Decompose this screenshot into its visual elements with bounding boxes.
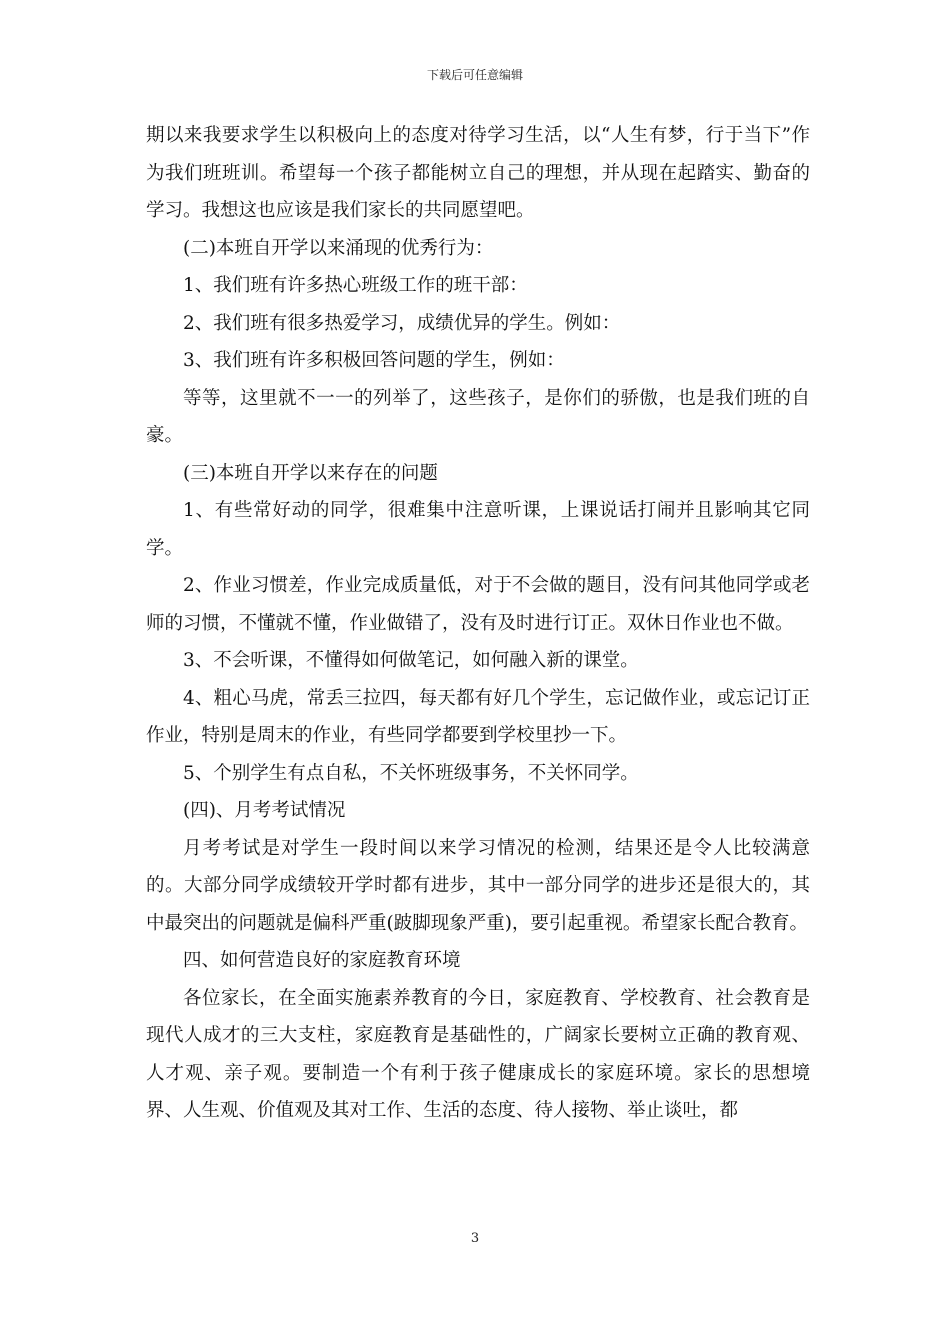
paragraph: 等等，这里就不一一的列举了，这些孩子，是你们的骄傲，也是我们班的自豪。	[146, 387, 810, 446]
paragraph: 各位家长，在全面实施素养教育的今日，家庭教育、学校教育、社会教育是现代人成才的三大支柱，家庭教育是基础性的，广阔家长要树立正确的教育观、人才观、亲子观。要制造一个有利于孩子健康成长的家庭环境。家长的思想境界、人生观、价值观及其对工作、生活的态度、待人接物、举止谈吐，都	[146, 987, 810, 1121]
document-body	[146, 117, 810, 1130]
list-item: 2、作业习惯差，作业完成质量低，对于不会做的题目，没有问其他同学或老师的习惯，不懂就不懂，作业做错了，没有及时进行订正。双休日作业也不做。	[146, 575, 810, 634]
list-item: 4、粗心马虎，常丢三拉四，每天都有好几个学生，忘记做作业，或忘记订正作业，特别是周末的作业，有些同学都要到学校里抄一下。	[146, 687, 810, 746]
list-item: 5、个别学生有点自私，不关怀班级事务，不关怀同学。	[183, 762, 639, 784]
list-item: 1、我们班有许多热心班级工作的班干部：	[183, 275, 528, 296]
list-item: 3、我们班有许多积极回答问题的学生，例如：	[183, 350, 565, 371]
list-item: 2、我们班有很多热爱学习，成绩优异的学生。例如：	[183, 312, 621, 334]
page-header: 下载后可任意编辑	[426, 68, 523, 82]
paragraph-continuation: 期以来我要求学生以积极向上的态度对待学习生活，以“人生有梦，行于当下”作为我们班班训。希望每一个孩子都能树立自己的理想，并从现在起踏实、勤奋的学习。我想这也应该是我们家长的共同愿望吧。	[146, 125, 810, 221]
list-item: 1、有些常好动的同学，很难集中注意听课，上课说话打闹并且影响其它同学。	[146, 500, 810, 559]
page-number: 3	[470, 1231, 480, 1246]
list-item: 3、不会听课，不懂得如何做笔记，如何融入新的课堂。	[183, 650, 639, 671]
section-heading-family-education: 四、如何营造良好的家庭教育环境	[183, 950, 461, 971]
section-heading-excellent-behaviors: (二)本班自开学以来涌现的优秀行为：	[183, 237, 494, 259]
paragraph: 月考考试是对学生一段时间以来学习情况的检测，结果还是令人比较满意的。大部分同学成绩较开学时都有进步，其中一部分同学的进步还是很大的，其中最突出的问题就是偏科严重(跛脚现象严重)，要引起重视。希望家长配合教育。	[146, 837, 810, 934]
section-heading-existing-problems: (三)本班自开学以来存在的问题	[183, 462, 438, 484]
section-heading-monthly-exam: (四)、月考考试情况	[183, 800, 346, 821]
